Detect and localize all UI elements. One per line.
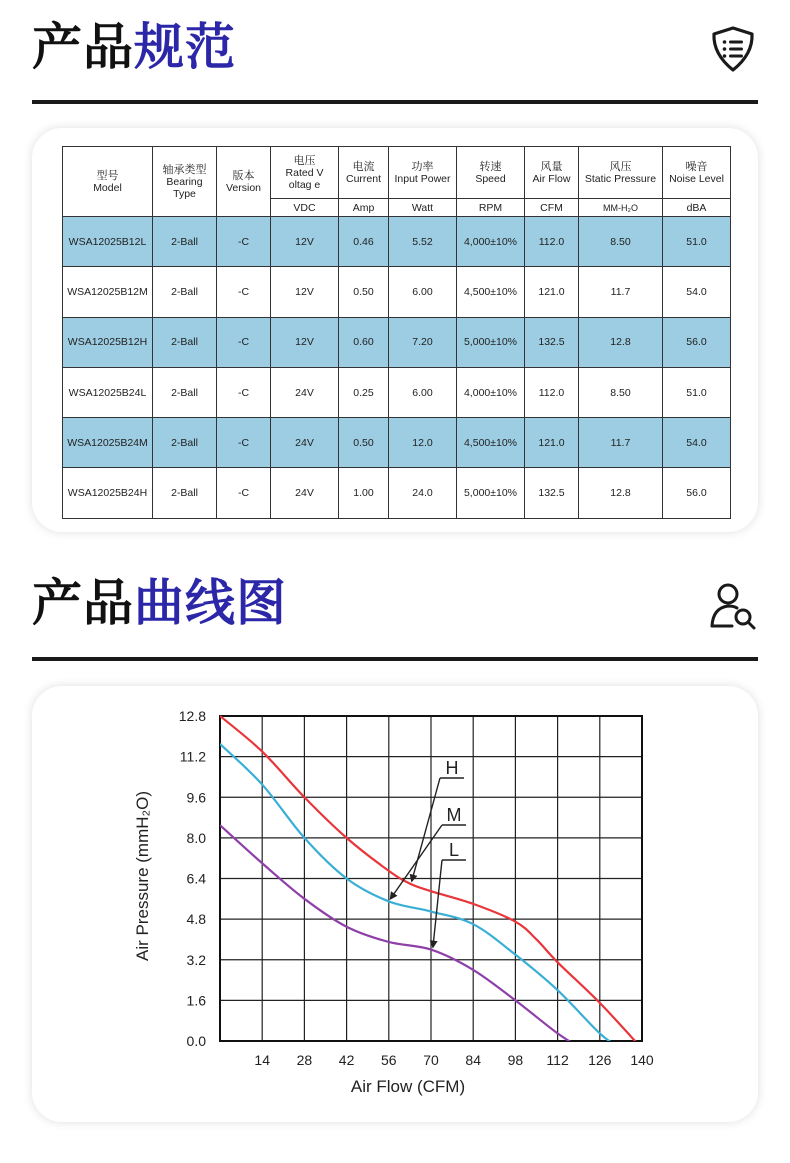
cell-noise: 56.0 bbox=[663, 317, 731, 367]
cell-bearing: 2-Ball bbox=[153, 418, 217, 468]
cell-voltage: 24V bbox=[271, 367, 339, 417]
spec-header-divider bbox=[32, 100, 758, 104]
cell-version: -C bbox=[217, 317, 271, 367]
unit-cell: Amp bbox=[339, 199, 389, 217]
cell-noise: 51.0 bbox=[663, 217, 731, 267]
cell-voltage: 12V bbox=[271, 267, 339, 317]
y-tick-label: 1.6 bbox=[186, 992, 206, 1009]
x-tick-label: 84 bbox=[465, 1052, 481, 1068]
cell-noise: 54.0 bbox=[663, 267, 731, 317]
cell-airflow: 112.0 bbox=[525, 367, 579, 417]
cell-model: WSA12025B24H bbox=[63, 468, 153, 518]
cell-speed: 4,500±10% bbox=[457, 418, 525, 468]
cell-current: 0.46 bbox=[339, 217, 389, 267]
cell-version: -C bbox=[217, 367, 271, 417]
table-row bbox=[63, 217, 731, 267]
curve-title-accent: 曲线图 bbox=[134, 574, 287, 632]
user-search-icon bbox=[708, 580, 758, 630]
cell-speed: 4,500±10% bbox=[457, 267, 525, 317]
cell-power: 5.52 bbox=[389, 217, 457, 267]
cell-model: WSA12025B24L bbox=[63, 367, 153, 417]
header-version: 版本 Version bbox=[217, 147, 271, 217]
unit-cell: dBA bbox=[663, 199, 731, 217]
header-bearing: 轴承类型 Bearing Type bbox=[153, 147, 217, 217]
cell-pressure: 12.8 bbox=[579, 317, 663, 367]
cell-pressure: 11.7 bbox=[579, 418, 663, 468]
table-row bbox=[63, 367, 731, 417]
spec-section-header bbox=[32, 12, 758, 82]
curve-section-title bbox=[32, 568, 287, 638]
cell-noise: 54.0 bbox=[663, 418, 731, 468]
annotation-label-M: M bbox=[446, 805, 462, 825]
cell-speed: 4,000±10% bbox=[457, 367, 525, 417]
cell-model: WSA12025B12M bbox=[63, 267, 153, 317]
cell-power: 6.00 bbox=[389, 267, 457, 317]
curve-section-header bbox=[32, 568, 758, 638]
spec-section-title bbox=[32, 12, 236, 82]
cell-version: -C bbox=[217, 217, 271, 267]
cell-current: 0.60 bbox=[339, 317, 389, 367]
unit-cell: RPM bbox=[457, 199, 525, 217]
annotation-arrow bbox=[433, 860, 442, 947]
cell-pressure: 11.7 bbox=[579, 267, 663, 317]
cell-pressure: 8.50 bbox=[579, 217, 663, 267]
y-tick-label: 9.6 bbox=[186, 789, 206, 806]
x-tick-label: 140 bbox=[630, 1052, 654, 1068]
spec-card bbox=[32, 128, 758, 532]
cell-version: -C bbox=[217, 418, 271, 468]
cell-bearing: 2-Ball bbox=[153, 217, 217, 267]
x-tick-label: 126 bbox=[588, 1052, 612, 1068]
y-tick-label: 12.8 bbox=[178, 708, 206, 724]
x-tick-label: 98 bbox=[507, 1052, 524, 1068]
x-tick-label: 56 bbox=[381, 1052, 397, 1068]
cell-pressure: 8.50 bbox=[579, 367, 663, 417]
y-tick-label: 4.8 bbox=[186, 911, 206, 928]
annotation-label-H: H bbox=[445, 758, 459, 778]
header-voltage: 电压 Rated Voltag e bbox=[271, 147, 339, 199]
header-airflow: 风量 Air Flow bbox=[525, 147, 579, 199]
cell-bearing: 2-Ball bbox=[153, 468, 217, 518]
cell-speed: 4,000±10% bbox=[457, 217, 525, 267]
cell-airflow: 132.5 bbox=[525, 317, 579, 367]
curve-header-divider bbox=[32, 657, 758, 661]
annotation-arrow bbox=[412, 778, 440, 881]
cell-noise: 51.0 bbox=[663, 367, 731, 417]
spec-table-body bbox=[63, 217, 731, 519]
cell-current: 0.50 bbox=[339, 267, 389, 317]
x-tick-label: 42 bbox=[338, 1052, 355, 1068]
cell-bearing: 2-Ball bbox=[153, 317, 217, 367]
cell-power: 6.00 bbox=[389, 367, 457, 417]
series-line-L bbox=[220, 825, 582, 1048]
performance-chart bbox=[32, 686, 758, 1122]
table-row bbox=[63, 418, 731, 468]
y-tick-label: 8.0 bbox=[186, 829, 206, 846]
cell-version: -C bbox=[217, 267, 271, 317]
cell-airflow: 132.5 bbox=[525, 468, 579, 518]
header-power: 功率 Input Power bbox=[389, 147, 457, 199]
cell-airflow: 121.0 bbox=[525, 418, 579, 468]
unit-cell: Watt bbox=[389, 199, 457, 217]
unit-cell: VDC bbox=[271, 199, 339, 217]
cell-voltage: 12V bbox=[271, 217, 339, 267]
cell-model: WSA12025B12H bbox=[63, 317, 153, 367]
cell-voltage: 24V bbox=[271, 418, 339, 468]
y-tick-label: 0.0 bbox=[186, 1033, 206, 1049]
cell-speed: 5,000±10% bbox=[457, 317, 525, 367]
header-current: 电流 Current bbox=[339, 147, 389, 199]
x-axis-title: Air Flow (CFM) bbox=[350, 1077, 466, 1096]
unit-cell: CFM bbox=[525, 199, 579, 217]
cell-bearing: 2-Ball bbox=[153, 367, 217, 417]
spec-title-dark: 产品 bbox=[32, 18, 134, 76]
cell-version: -C bbox=[217, 468, 271, 518]
cell-current: 0.50 bbox=[339, 418, 389, 468]
spec-table bbox=[62, 146, 731, 519]
cell-voltage: 24V bbox=[271, 468, 339, 518]
x-tick-label: 112 bbox=[546, 1052, 569, 1068]
chart-grid bbox=[220, 716, 642, 1041]
table-row bbox=[63, 317, 731, 367]
chart-ticks bbox=[179, 708, 654, 1068]
cell-bearing: 2-Ball bbox=[153, 267, 217, 317]
cell-current: 1.00 bbox=[339, 468, 389, 518]
y-tick-label: 11.2 bbox=[179, 748, 206, 765]
cell-airflow: 112.0 bbox=[525, 217, 579, 267]
cell-voltage: 12V bbox=[271, 317, 339, 367]
cell-model: WSA12025B24M bbox=[63, 418, 153, 468]
cell-power: 7.20 bbox=[389, 317, 457, 367]
header-model: 型号 Model bbox=[63, 147, 153, 217]
curve-title-dark: 产品 bbox=[32, 574, 134, 632]
table-row bbox=[63, 267, 731, 317]
series-line-M bbox=[220, 744, 621, 1049]
list-shield-icon bbox=[708, 24, 758, 74]
cell-speed: 5,000±10% bbox=[457, 468, 525, 518]
cell-airflow: 121.0 bbox=[525, 267, 579, 317]
chart-card bbox=[32, 686, 758, 1122]
x-tick-label: 14 bbox=[254, 1052, 270, 1068]
x-tick-label: 28 bbox=[296, 1052, 313, 1068]
unit-cell: MM-H₂O bbox=[579, 199, 663, 217]
y-tick-label: 3.2 bbox=[186, 951, 206, 968]
cell-current: 0.25 bbox=[339, 367, 389, 417]
x-tick-label: 70 bbox=[423, 1052, 439, 1068]
cell-model: WSA12025B12L bbox=[63, 217, 153, 267]
header-speed: 转速 Speed bbox=[457, 147, 525, 199]
spec-title-accent: 规范 bbox=[134, 18, 236, 76]
spec-header-row bbox=[63, 147, 731, 199]
cell-power: 24.0 bbox=[389, 468, 457, 518]
cell-power: 12.0 bbox=[389, 418, 457, 468]
cell-noise: 56.0 bbox=[663, 468, 731, 518]
y-tick-label: 6.4 bbox=[186, 870, 206, 887]
table-row bbox=[63, 468, 731, 518]
annotation-label-L: L bbox=[448, 840, 460, 860]
header-pressure: 风压 Static Pressure bbox=[579, 147, 663, 199]
y-axis-title: Air Pressure (mmH₂O) bbox=[133, 791, 152, 961]
cell-pressure: 12.8 bbox=[579, 468, 663, 518]
header-noise: 噪音 Noise Level bbox=[663, 147, 731, 199]
